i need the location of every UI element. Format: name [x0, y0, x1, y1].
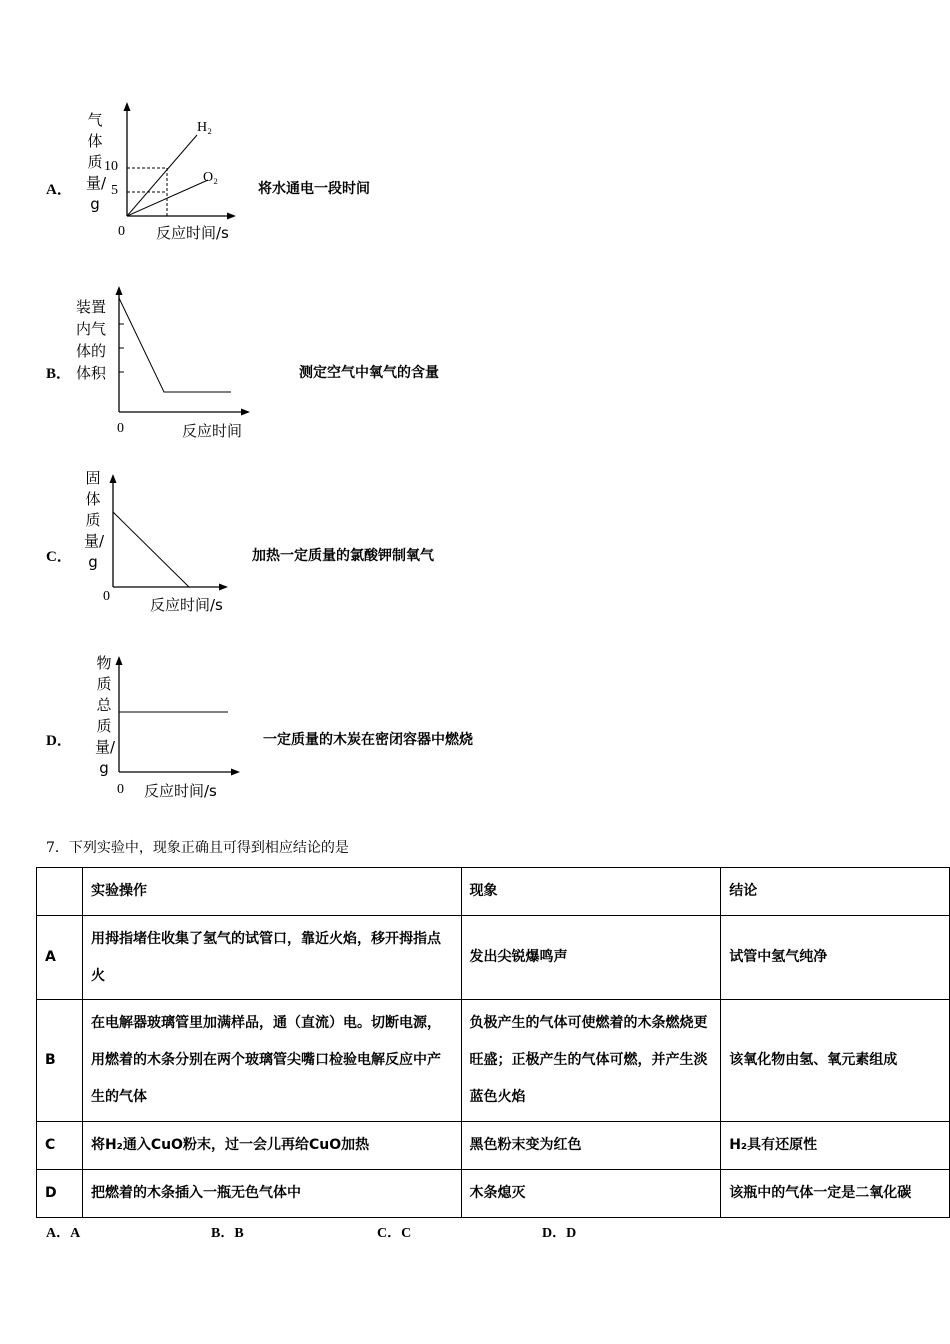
row-conclusion: 试管中氢气纯净	[721, 916, 950, 1000]
option-c-origin: 0	[103, 589, 110, 604]
row-operation: 把燃着的木条插入一瓶无色气体中	[82, 1170, 461, 1218]
option-b-y-arrow	[116, 286, 123, 295]
option-a-x-arrow	[227, 213, 236, 220]
option-c-y-arrow	[110, 474, 117, 483]
row-conclusion: H₂具有还原性	[721, 1122, 950, 1170]
option-a-o2-label: O₂	[203, 170, 218, 185]
option-a-h2-label: H₂	[197, 120, 212, 135]
row-conclusion: 该氧化物由氢、氧元素组成	[721, 1000, 950, 1122]
table-row	[37, 916, 950, 1000]
question-7-stem: 7．下列实验中，现象正确且可得到相应结论的是	[46, 840, 349, 856]
option-b-origin: 0	[117, 421, 124, 436]
option-d-x-label: 反应时间/s	[144, 782, 217, 800]
table-row	[37, 1122, 950, 1170]
row-operation: 将H₂通入CuO粉末，过一会儿再给CuO加热	[82, 1122, 461, 1170]
option-a-x-label: 反应时间/s	[156, 224, 229, 242]
header-cell-operation: 实验操作	[82, 868, 461, 916]
row-label: C	[37, 1122, 83, 1170]
option-a-letter: A．	[46, 182, 72, 198]
option-b-letter: B．	[46, 366, 72, 382]
table-row	[37, 1000, 950, 1122]
option-d-chart	[112, 652, 252, 782]
row-operation: 用拇指堵住收集了氢气的试管口，靠近火焰，移开拇指点火	[82, 916, 461, 1000]
choice-d: D．D	[542, 1226, 577, 1241]
option-d-x-arrow	[231, 769, 240, 776]
choice-c: C．C	[377, 1226, 412, 1241]
row-phenomenon: 负极产生的气体可使燃着的木条燃烧更旺盛；正极产生的气体可燃，并产生淡蓝色火焰	[461, 1000, 721, 1122]
question-7-table	[36, 867, 950, 1218]
option-d-description: 一定质量的木炭在密闭容器中燃烧	[263, 732, 473, 748]
row-phenomenon: 黑色粉末变为红色	[461, 1122, 721, 1170]
option-a-origin: 0	[118, 224, 125, 239]
row-phenomenon: 木条熄灭	[461, 1170, 721, 1218]
option-b-y-label: 装置内气体的体积	[76, 298, 107, 382]
option-c-mass-line	[113, 512, 189, 587]
table-row	[37, 1170, 950, 1218]
option-a-tick-10: 10	[104, 159, 118, 174]
row-phenomenon: 发出尖锐爆鸣声	[461, 916, 721, 1000]
option-b-x-arrow	[241, 409, 250, 416]
option-d-y-label: 物质总质量/g	[95, 654, 116, 777]
row-label: B	[37, 1000, 83, 1122]
option-d-letter: D．	[46, 733, 72, 749]
row-conclusion: 该瓶中的气体一定是二氧化碳	[721, 1170, 950, 1218]
option-d-origin: 0	[117, 782, 124, 797]
option-b-volume-line	[119, 298, 231, 392]
option-a-y-label: 气体质量/g	[86, 111, 107, 213]
choice-a: A．A	[46, 1226, 81, 1241]
row-operation: 在电解器玻璃管里加满样品，通（直流）电。切断电源，用燃着的木条分别在两个玻璃管尖嘴口检验电解反应中产生的气体	[82, 1000, 461, 1122]
option-c-chart	[106, 470, 246, 590]
header-cell-conclusion: 结论	[721, 868, 950, 916]
option-c-letter: C．	[46, 549, 72, 565]
option-c-x-arrow	[219, 584, 228, 591]
option-d-y-arrow	[116, 656, 123, 665]
option-a-y-arrow	[124, 102, 131, 111]
table-header-row	[37, 868, 950, 916]
choice-b: B．B	[211, 1226, 244, 1241]
row-label: A	[37, 916, 83, 1000]
header-cell-label	[37, 868, 83, 916]
option-c-y-label: 固体质量/g	[84, 469, 105, 571]
option-c-description: 加热一定质量的氯酸钾制氧气	[252, 548, 434, 564]
option-a-description: 将水通电一段时间	[258, 181, 370, 197]
option-a-tick-5: 5	[111, 183, 118, 198]
option-b-description: 测定空气中氧气的含量	[299, 365, 439, 381]
row-label: D	[37, 1170, 83, 1218]
option-a-h2-line	[127, 135, 197, 216]
option-b-chart	[110, 284, 260, 424]
option-a-chart	[110, 100, 350, 230]
option-b-x-label: 反应时间	[182, 422, 243, 440]
header-cell-phenomenon: 现象	[461, 868, 721, 916]
option-c-x-label: 反应时间/s	[150, 596, 223, 614]
